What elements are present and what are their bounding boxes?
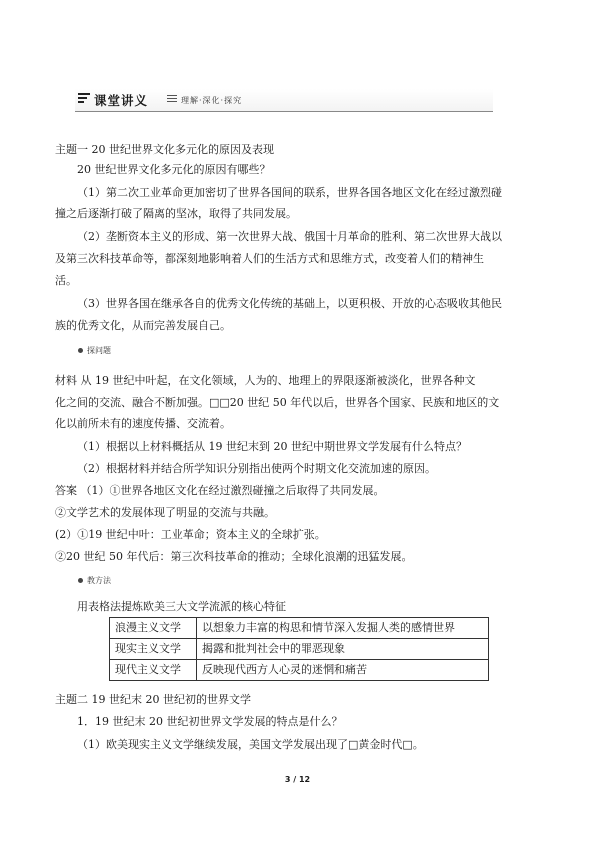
- topic1-p2-line2: 及第三次科技革命等，都深刻地影响着人们的生活方式和思维方式，改变着人们的精神生: [55, 252, 484, 265]
- table-row: [110, 618, 489, 639]
- topic2-question: 1．19 世纪末 20 世纪初世界文学发展的特点是什么？: [77, 715, 343, 728]
- answer-line1: 答案 （1）①世界各地区文化在经过激烈碰撞之后取得了共同发展。: [55, 484, 385, 497]
- menu-lines-icon: [78, 93, 90, 105]
- table-row: [110, 639, 489, 660]
- topic1-p1-line2: 撞之后逐渐打破了隔离的坚冰，取得了共同发展。: [55, 207, 297, 220]
- separator-icon: [167, 95, 177, 105]
- banner-subtitle: 理解·深化·探究: [181, 96, 243, 105]
- bullet-dot-icon: [78, 578, 83, 583]
- bullet-dot-icon: [78, 348, 83, 353]
- material-line2: 化之间的交流、融合不断加强。□□20 世纪 50 年代以后，世界各个国家、民族和地区的文: [55, 396, 500, 409]
- topic1-p1-line1: （1）第二次工业革命更加密切了世界各国间的联系，世界各国各地区文化在经过激烈碰: [77, 186, 502, 199]
- method-intro: 用表格法提炼欧美三大文学流派的核心特征: [77, 600, 286, 613]
- topic1-heading: 主题一 20 世纪世界文化多元化的原因及表现: [55, 143, 274, 156]
- table-cell-school: 浪漫主义文学: [110, 618, 197, 639]
- topic1-p2-line1: （2）垄断资本主义的形成、第一次世界大战、俄国十月革命的胜利、第二次世界大战以: [77, 230, 502, 243]
- table-cell-school: 现代主义文学: [110, 660, 197, 681]
- answer-line3: (2）①19 世纪中叶：工业革命；资本主义的全球扩张。: [55, 528, 326, 541]
- topic1-p3-line1: （3）世界各国在继承各自的优秀文化传统的基础上，以更积极、开放的心态吸收其他民: [77, 297, 502, 310]
- banner-title: 课堂讲义: [94, 93, 149, 108]
- topic2-p1: （1）欧美现实主义文学继续发展，美国文学发展出现了□黄金时代□。: [77, 738, 424, 751]
- material-question-2: （2）根据材料并结合所学知识分别指出使两个时期文化交流加速的原因。: [77, 462, 436, 475]
- answer-line4: ②20 世纪 50 年代后：第三次科技革命的推动；全球化浪潮的迅猛发展。: [55, 550, 413, 563]
- material-line1: 材料 从 19 世纪中叶起，在文化领域，人为的、地理上的界限逐渐被淡化，世界各种文: [55, 374, 476, 387]
- topic2-heading: 主题二 19 世纪末 20 世纪初的世界文学: [55, 693, 251, 706]
- literature-schools-table: [109, 617, 489, 681]
- topic1-question: 20 世纪世界文化多元化的原因有哪些？: [77, 163, 271, 176]
- table-cell-school: 现实主义文学: [110, 639, 197, 660]
- table-cell-feature: 揭露和批判社会中的罪恶现象: [197, 639, 489, 660]
- section-banner: [75, 89, 493, 112]
- section-label-jiaofangfa: 教方法: [78, 575, 111, 586]
- material-line3: 化以前所未有的速度传播、交流着。: [55, 417, 231, 430]
- topic1-p3-line2: 族的优秀文化，从而完善发展自己。: [55, 319, 231, 332]
- material-question-1: （1）根据以上材料概括从 19 世纪末到 20 世纪中期世界文学发展有什么特点？: [77, 440, 467, 453]
- table-cell-feature: 反映现代西方人心灵的迷惘和痛苦: [197, 660, 489, 681]
- answer-line2: ②文学艺术的发展体现了明显的交流与共融。: [55, 506, 275, 519]
- table-cell-feature: 以想象力丰富的构思和情节深入发掘人类的感情世界: [197, 618, 489, 639]
- page-number: 3 / 12: [284, 775, 311, 784]
- section-label-tiwenti: 探问题: [78, 345, 111, 356]
- table-row: [110, 660, 489, 681]
- topic1-p2-line3: 活。: [55, 274, 77, 287]
